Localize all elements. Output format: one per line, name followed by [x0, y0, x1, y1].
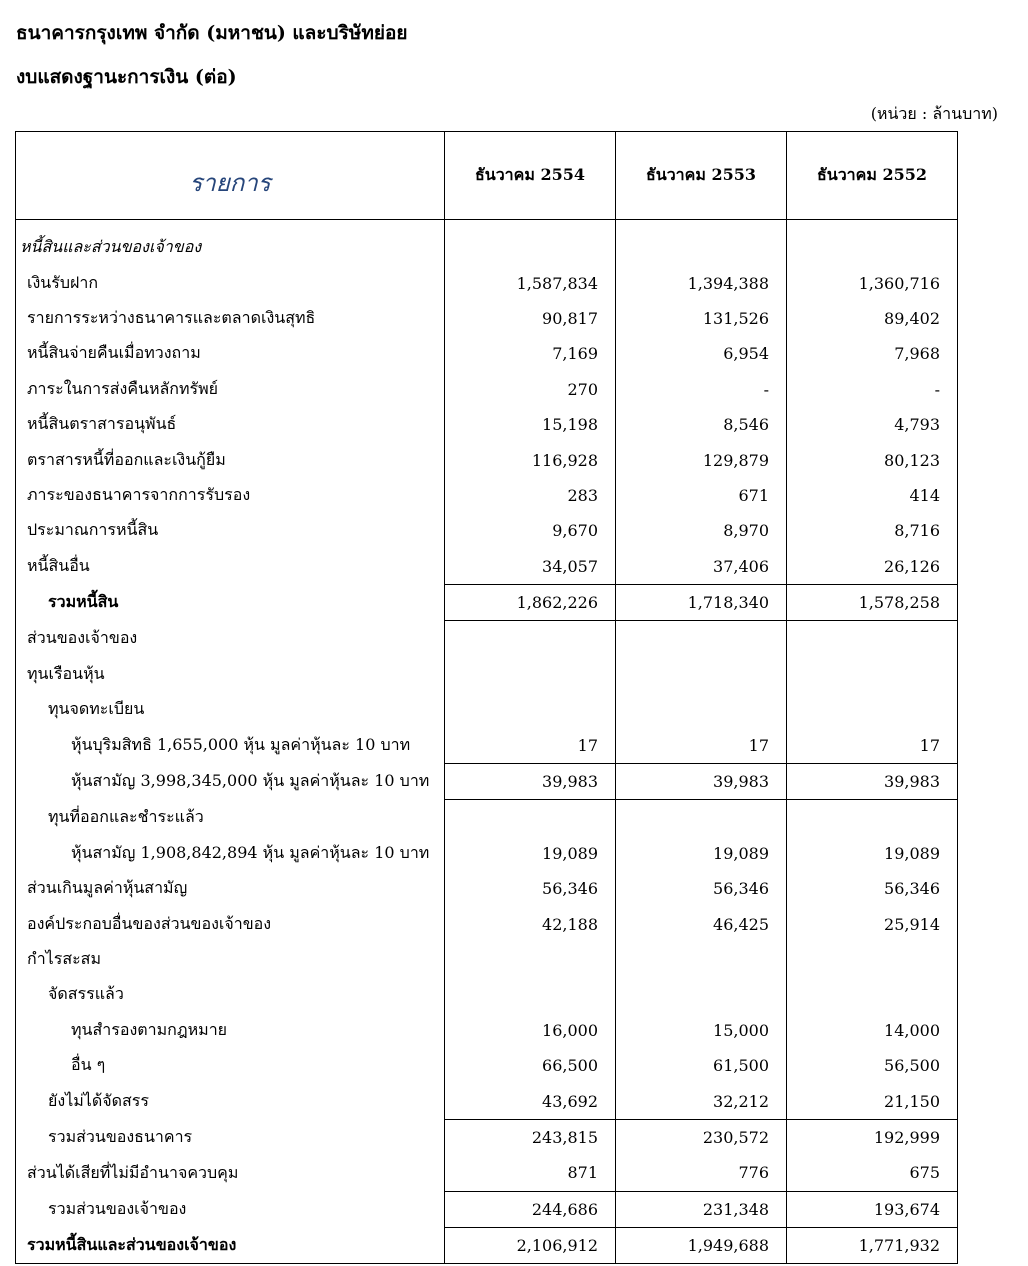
table-row — [16, 265, 958, 300]
row-label: องค์ประกอบอื่นของส่วนของเจ้าของ — [16, 906, 445, 941]
table-row — [16, 220, 958, 266]
row-value: 116,928 — [445, 442, 616, 477]
column-header-2552: ธันวาคม 2552 — [787, 132, 958, 220]
row-value: 61,500 — [616, 1048, 787, 1083]
column-header-2554: ธันวาคม 2554 — [445, 132, 616, 220]
row-label: ประมาณการหนี้สิน — [16, 513, 445, 548]
row-label: หุ้นสามัญ 3,998,345,000 หุ้น มูลค่าหุ้นละ 10 บาท — [16, 763, 445, 799]
table-row — [16, 1191, 958, 1227]
row-value — [445, 220, 616, 266]
row-value: 80,123 — [787, 442, 958, 477]
table-row — [16, 336, 958, 371]
row-label: ทุนที่ออกและชำระแล้ว — [16, 800, 445, 836]
table-row — [16, 871, 958, 906]
row-value: 21,150 — [787, 1083, 958, 1119]
row-value — [445, 621, 616, 657]
row-value: 43,692 — [445, 1083, 616, 1119]
row-value — [616, 942, 787, 977]
row-label: หนี้สินจ่ายคืนเมื่อทวงถาม — [16, 336, 445, 371]
row-value: 192,999 — [787, 1119, 958, 1155]
table-row — [16, 657, 958, 692]
row-value: 34,057 — [445, 549, 616, 585]
row-value: 129,879 — [616, 442, 787, 477]
row-label: หุ้นสามัญ 1,908,842,894 หุ้น มูลค่าหุ้นละ 10 บาท — [16, 836, 445, 871]
table-row — [16, 478, 958, 513]
row-label: กำไรสะสม — [16, 942, 445, 977]
row-value: 7,968 — [787, 336, 958, 371]
row-value: 671 — [616, 478, 787, 513]
row-value — [616, 800, 787, 836]
row-label: จัดสรรแล้ว — [16, 977, 445, 1012]
row-value: 39,983 — [616, 763, 787, 799]
row-label: ยังไม่ได้จัดสรร — [16, 1083, 445, 1119]
row-value: 56,346 — [787, 871, 958, 906]
table-header-row — [16, 132, 958, 220]
row-label: หนี้สินตราสารอนุพันธ์ — [16, 407, 445, 442]
table-row — [16, 372, 958, 407]
row-label: ทุนสำรองตามกฎหมาย — [16, 1013, 445, 1048]
row-value: 17 — [787, 727, 958, 763]
unit-label: (หน่วย : ล้านบาท) — [870, 104, 998, 123]
table-row — [16, 800, 958, 836]
row-label: รวมส่วนของเจ้าของ — [16, 1191, 445, 1227]
row-value: 231,348 — [616, 1191, 787, 1227]
row-value — [616, 977, 787, 1012]
row-label: เงินรับฝาก — [16, 265, 445, 300]
row-value: 16,000 — [445, 1013, 616, 1048]
row-value: - — [616, 372, 787, 407]
table-row — [16, 977, 958, 1012]
table-row — [16, 549, 958, 585]
row-value: 1,949,688 — [616, 1227, 787, 1263]
row-value: 1,587,834 — [445, 265, 616, 300]
row-value: 1,862,226 — [445, 584, 616, 620]
row-label: อื่น ๆ — [16, 1048, 445, 1083]
row-label: หนี้สินอื่น — [16, 549, 445, 585]
row-value: 37,406 — [616, 549, 787, 585]
row-value — [787, 621, 958, 657]
table-row — [16, 906, 958, 941]
row-value: 8,970 — [616, 513, 787, 548]
row-value — [445, 977, 616, 1012]
row-value: 7,169 — [445, 336, 616, 371]
row-value: 66,500 — [445, 1048, 616, 1083]
row-value: 32,212 — [616, 1083, 787, 1119]
row-value: 230,572 — [616, 1119, 787, 1155]
row-value: 39,983 — [445, 763, 616, 799]
row-label: ส่วนของเจ้าของ — [16, 621, 445, 657]
row-value: - — [787, 372, 958, 407]
row-value — [445, 657, 616, 692]
table-row — [16, 621, 958, 657]
row-label: ส่วนได้เสียที่ไม่มีอำนาจควบคุม — [16, 1155, 445, 1191]
row-label: ตราสารหนี้ที่ออกและเงินกู้ยืม — [16, 442, 445, 477]
row-label: หุ้นบุริมสิทธิ 1,655,000 หุ้น มูลค่าหุ้นละ 10 บาท — [16, 727, 445, 763]
row-value — [787, 942, 958, 977]
table-row — [16, 942, 958, 977]
row-value — [445, 800, 616, 836]
row-value: 1,394,388 — [616, 265, 787, 300]
row-value: 1,718,340 — [616, 584, 787, 620]
row-value: 6,954 — [616, 336, 787, 371]
row-label: ภาระของธนาคารจากการรับรอง — [16, 478, 445, 513]
row-value: 1,771,932 — [787, 1227, 958, 1263]
row-value: 1,578,258 — [787, 584, 958, 620]
row-value: 56,500 — [787, 1048, 958, 1083]
row-value — [787, 977, 958, 1012]
table-row — [16, 692, 958, 727]
row-value — [787, 800, 958, 836]
row-value: 56,346 — [445, 871, 616, 906]
row-value: 1,360,716 — [787, 265, 958, 300]
row-value — [616, 621, 787, 657]
row-value: 25,914 — [787, 906, 958, 941]
row-value: 39,983 — [787, 763, 958, 799]
row-value: 283 — [445, 478, 616, 513]
row-label: หนี้สินและส่วนของเจ้าของ — [16, 220, 445, 266]
row-value — [787, 657, 958, 692]
row-value: 675 — [787, 1155, 958, 1191]
row-value: 270 — [445, 372, 616, 407]
column-header-2553: ธันวาคม 2553 — [616, 132, 787, 220]
row-value: 15,000 — [616, 1013, 787, 1048]
row-value: 15,198 — [445, 407, 616, 442]
row-label: รายการระหว่างธนาคารและตลาดเงินสุทธิ — [16, 301, 445, 336]
row-value — [787, 220, 958, 266]
row-value — [616, 220, 787, 266]
row-value: 90,817 — [445, 301, 616, 336]
row-value: 46,425 — [616, 906, 787, 941]
table-row — [16, 407, 958, 442]
row-value: 19,089 — [616, 836, 787, 871]
table-row — [16, 727, 958, 763]
table-row — [16, 513, 958, 548]
row-value: 193,674 — [787, 1191, 958, 1227]
row-label: ภาระในการส่งคืนหลักทรัพย์ — [16, 372, 445, 407]
row-value: 8,546 — [616, 407, 787, 442]
table-row — [16, 836, 958, 871]
table-row — [16, 763, 958, 799]
row-value: 89,402 — [787, 301, 958, 336]
row-label: ทุนจดทะเบียน — [16, 692, 445, 727]
row-value — [616, 657, 787, 692]
balance-sheet-table — [15, 131, 958, 1264]
column-header-item: รายการ — [16, 132, 445, 220]
row-value: 243,815 — [445, 1119, 616, 1155]
row-value: 17 — [616, 727, 787, 763]
row-value: 776 — [616, 1155, 787, 1191]
row-value: 56,346 — [616, 871, 787, 906]
statement-title: งบแสดงฐานะการเงิน (ต่อ) — [16, 66, 237, 88]
table-row — [16, 1013, 958, 1048]
row-value: 19,089 — [787, 836, 958, 871]
table-row — [16, 1083, 958, 1119]
row-label: ทุนเรือนหุ้น — [16, 657, 445, 692]
row-label: รวมหนี้สินและส่วนของเจ้าของ — [16, 1227, 445, 1263]
row-value — [445, 942, 616, 977]
table-row — [16, 1227, 958, 1263]
table-row — [16, 1155, 958, 1191]
row-label: ส่วนเกินมูลค่าหุ้นสามัญ — [16, 871, 445, 906]
row-value: 871 — [445, 1155, 616, 1191]
row-value: 42,188 — [445, 906, 616, 941]
table-row — [16, 442, 958, 477]
table-row — [16, 1119, 958, 1155]
row-value: 14,000 — [787, 1013, 958, 1048]
row-value: 19,089 — [445, 836, 616, 871]
row-label: รวมหนี้สิน — [16, 584, 445, 620]
row-value: 2,106,912 — [445, 1227, 616, 1263]
row-value: 17 — [445, 727, 616, 763]
table-row — [16, 301, 958, 336]
row-value — [787, 692, 958, 727]
company-title: ธนาคารกรุงเทพ จำกัด (มหาชน) และบริษัทย่อย — [16, 22, 408, 44]
table-row — [16, 1048, 958, 1083]
row-label: รวมส่วนของธนาคาร — [16, 1119, 445, 1155]
table-row — [16, 584, 958, 620]
row-value: 9,670 — [445, 513, 616, 548]
row-value: 414 — [787, 478, 958, 513]
row-value: 131,526 — [616, 301, 787, 336]
row-value: 8,716 — [787, 513, 958, 548]
row-value: 244,686 — [445, 1191, 616, 1227]
row-value: 4,793 — [787, 407, 958, 442]
row-value — [445, 692, 616, 727]
row-value — [616, 692, 787, 727]
row-value: 26,126 — [787, 549, 958, 585]
